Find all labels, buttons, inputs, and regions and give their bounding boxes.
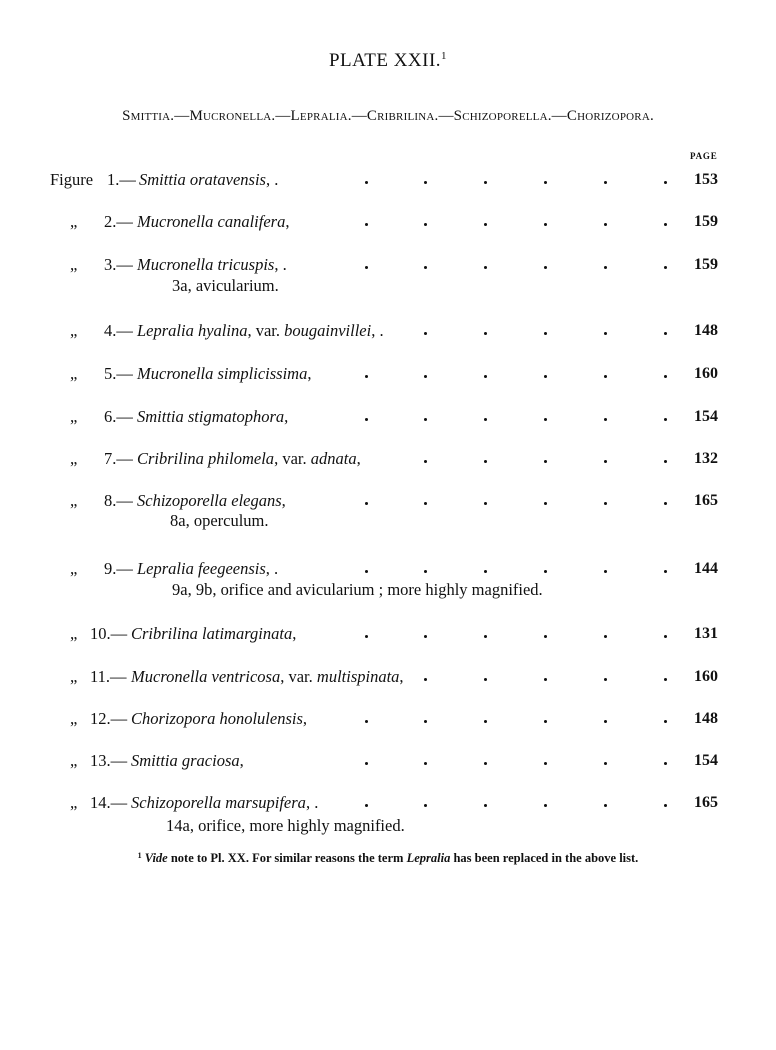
footnote-term: Lepralia [406, 851, 451, 865]
species-label [131, 749, 244, 773]
ditto-mark: „ [70, 491, 78, 510]
species-name: Smittia stigmatophora [137, 407, 285, 426]
leader-dot [604, 266, 607, 269]
leader-dot [484, 418, 487, 421]
leader-dot [604, 804, 607, 807]
leader-dot [424, 762, 427, 765]
ditto-mark: „ [70, 212, 78, 231]
leader-dot [484, 762, 487, 765]
species-suffix: , . [305, 793, 319, 812]
species-name: Lepralia feegeensis [137, 559, 266, 578]
figure-number: 14.— [90, 793, 128, 812]
leader-dot [604, 502, 607, 505]
species-name: Schizoporella elegans [137, 491, 282, 510]
leader-dot [365, 762, 368, 765]
figure-prefix: Figure [50, 170, 94, 189]
footnote [0, 851, 776, 866]
species-label [137, 405, 288, 429]
genera-subtitle: Smittia.—Mucronella.—Lepralia.—Cribrilina.—Schizoporella.—Chorizopora. [122, 108, 654, 124]
leader-dot [604, 223, 607, 226]
leader-dot [484, 635, 487, 638]
leader-dot [544, 570, 547, 573]
species-suffix: , . [265, 170, 279, 189]
plate-title-text: PLATE XXII. [328, 50, 442, 71]
species-name: Chorizopora honolulensis [131, 709, 303, 728]
page-number: 144 [694, 560, 718, 577]
leader-dot [484, 678, 487, 681]
page-number: 165 [694, 492, 718, 509]
figure-subnote: 8a, operculum. [170, 511, 269, 530]
plate-title [0, 50, 776, 72]
figure-number: 12.— [90, 709, 128, 728]
leader-dot [664, 332, 667, 335]
ditto-mark: „ [70, 751, 78, 770]
leader-dot [365, 223, 368, 226]
footnote-text-a: note to Pl. XX. For similar reasons the term [167, 851, 407, 865]
figure-entry [0, 405, 776, 429]
ditto-mark: „ [70, 449, 78, 468]
figure-entry [0, 253, 776, 277]
leader-dot [484, 460, 487, 463]
figure-number: 3.— [104, 255, 133, 274]
footnote-vide: Vide [144, 851, 168, 865]
page-column-header: PAGE [690, 151, 718, 161]
species-label [137, 210, 289, 234]
species-suffix: , [307, 364, 312, 383]
leader-dot [424, 460, 427, 463]
figure-entry [0, 362, 776, 386]
figure-subnote: 9a, 9b, orifice and avicularium ; more highly magnified. [172, 580, 543, 599]
ditto-mark: „ [70, 667, 78, 686]
variety-name: multispinata [316, 667, 400, 686]
page-number: 153 [694, 171, 718, 188]
leader-dot [424, 418, 427, 421]
page-number: 160 [694, 668, 718, 685]
ditto-mark: „ [70, 709, 78, 728]
ditto-mark: „ [70, 255, 78, 274]
leader-dot [365, 502, 368, 505]
variety-name: bougainvillei [284, 321, 372, 340]
leader-dot [664, 570, 667, 573]
leader-dot [664, 502, 667, 505]
leader-dot [484, 332, 487, 335]
leader-dot [544, 720, 547, 723]
ditto-mark: „ [70, 321, 78, 340]
species-name: Schizoporella marsupifera [131, 793, 306, 812]
figure-number: 5.— [104, 364, 133, 383]
leader-dot [664, 223, 667, 226]
figure-number: 10.— [90, 624, 128, 643]
leader-dot [544, 181, 547, 184]
ditto-mark: „ [70, 364, 78, 383]
leader-dot [424, 502, 427, 505]
leader-dot [664, 762, 667, 765]
leader-dot [365, 635, 368, 638]
figure-entry [0, 791, 776, 815]
leader-dot [604, 762, 607, 765]
leader-dot [365, 804, 368, 807]
leader-dot [424, 266, 427, 269]
figure-entry [0, 319, 776, 343]
figure-entry [0, 665, 776, 689]
figure-entry [0, 749, 776, 773]
leader-dot [365, 266, 368, 269]
species-label [139, 168, 278, 192]
species-suffix: , . [274, 255, 287, 274]
ditto-mark: „ [70, 624, 78, 643]
species-label [131, 622, 296, 646]
species-label [131, 707, 307, 731]
figure-number: 9.— [104, 559, 133, 578]
figure-subnote: 14a, orifice, more highly magnified. [166, 816, 405, 835]
species-suffix: , [284, 407, 289, 426]
leader-dot [544, 266, 547, 269]
figure-number: 6.— [104, 407, 133, 426]
ditto-mark: „ [70, 793, 78, 812]
species-label [137, 447, 361, 471]
species-name: Smittia graciosa [131, 751, 240, 770]
page-number: 154 [694, 408, 718, 425]
variety-name: adnata [310, 449, 357, 468]
page-number: 154 [694, 752, 718, 769]
leader-dot [365, 720, 368, 723]
leader-dot [664, 460, 667, 463]
leader-dot [365, 181, 368, 184]
leader-dot [604, 460, 607, 463]
species-suffix: , var. [280, 667, 317, 686]
page-number: 148 [694, 322, 718, 339]
leader-dot [664, 418, 667, 421]
species-suffix: , [285, 212, 290, 231]
figure-entry [0, 557, 776, 581]
page-number: 159 [694, 256, 718, 273]
page-number: 148 [694, 710, 718, 727]
species-name: Mucronella simplicissima [137, 364, 308, 383]
leader-dot [604, 570, 607, 573]
figure-entry [0, 168, 776, 192]
leader-dot [544, 502, 547, 505]
leader-dot [424, 223, 427, 226]
leader-dot [484, 570, 487, 573]
figure-number: 13.— [90, 751, 128, 770]
leader-dot [664, 635, 667, 638]
species-label [131, 665, 404, 689]
species-name: Mucronella ventricosa [131, 667, 281, 686]
species-name: Mucronella canalifera [137, 212, 286, 231]
ditto-mark: „ [70, 559, 78, 578]
leader-dot [484, 804, 487, 807]
leader-dot [365, 570, 368, 573]
species-name: Lepralia hyalina [137, 321, 248, 340]
figure-number: 11.— [90, 667, 127, 686]
leader-dot [424, 678, 427, 681]
page-number: 165 [694, 794, 718, 811]
leader-dot [544, 460, 547, 463]
figure-number: 1.— [107, 170, 136, 189]
leader-dot [544, 418, 547, 421]
species-name: Cribrilina latimarginata [131, 624, 293, 643]
leader-dot [424, 720, 427, 723]
footnote-ref: 1 [441, 50, 448, 62]
species-suffix: , [302, 709, 308, 728]
figure-entry [0, 489, 776, 513]
footnote-marker: 1 [137, 851, 142, 860]
leader-dot [484, 266, 487, 269]
leader-dot [484, 502, 487, 505]
figure-entry [0, 210, 776, 234]
page-number: 160 [694, 365, 718, 382]
species-suffix: , . [265, 559, 279, 578]
leader-dot [604, 635, 607, 638]
leader-dot [664, 266, 667, 269]
species-suffix: , var. [247, 321, 285, 340]
figure-number: 2.— [104, 212, 133, 231]
species-suffix: , var. [274, 449, 311, 468]
species-label [137, 253, 287, 277]
leader-dot [664, 720, 667, 723]
leader-dot [424, 570, 427, 573]
leader-dot [424, 181, 427, 184]
figure-subnote: 3a, avicularium. [172, 276, 279, 295]
figure-entry [0, 447, 776, 471]
leader-dot [544, 375, 547, 378]
species-name: Cribrilina philomela [137, 449, 275, 468]
leader-dot [604, 418, 607, 421]
species-label [137, 362, 311, 386]
species-label [137, 319, 384, 343]
variety-suffix: , [356, 449, 361, 468]
variety-suffix: , . [371, 321, 384, 340]
species-name: Mucronella tricuspis [137, 255, 275, 274]
footnote-text-b: has been replaced in the above list. [450, 851, 639, 865]
leader-dot [544, 678, 547, 681]
leader-dot [365, 375, 368, 378]
leader-dot [424, 635, 427, 638]
page-number: 159 [694, 213, 718, 230]
leader-dot [544, 762, 547, 765]
variety-suffix: , [399, 667, 404, 686]
figure-number: 8.— [104, 491, 133, 510]
leader-dot [544, 332, 547, 335]
leader-dot [664, 375, 667, 378]
leader-dot [544, 223, 547, 226]
leader-dot [604, 332, 607, 335]
figure-number: 4.— [104, 321, 133, 340]
leader-dot [424, 332, 427, 335]
leader-dot [604, 181, 607, 184]
leader-dot [664, 804, 667, 807]
leader-dot [365, 418, 368, 421]
leader-dot [664, 181, 667, 184]
leader-dot [544, 804, 547, 807]
leader-dot [484, 181, 487, 184]
leader-dot [424, 804, 427, 807]
species-suffix: , [281, 491, 286, 510]
species-label [137, 557, 278, 581]
figure-entry [0, 707, 776, 731]
species-label [131, 791, 318, 815]
leader-dot [424, 375, 427, 378]
figure-entry [0, 622, 776, 646]
species-name: Smittia oratavensis [139, 170, 266, 189]
page-number: 132 [694, 450, 718, 467]
page-number: 131 [694, 625, 718, 642]
leader-dot [544, 635, 547, 638]
leader-dot [484, 375, 487, 378]
ditto-mark: „ [70, 407, 78, 426]
species-suffix: , [292, 624, 297, 643]
leader-dot [604, 678, 607, 681]
figure-number: 7.— [104, 449, 133, 468]
leader-dot [484, 720, 487, 723]
leader-dot [604, 375, 607, 378]
species-suffix: , [239, 751, 244, 770]
leader-dot [664, 678, 667, 681]
leader-dot [484, 223, 487, 226]
leader-dot [604, 720, 607, 723]
